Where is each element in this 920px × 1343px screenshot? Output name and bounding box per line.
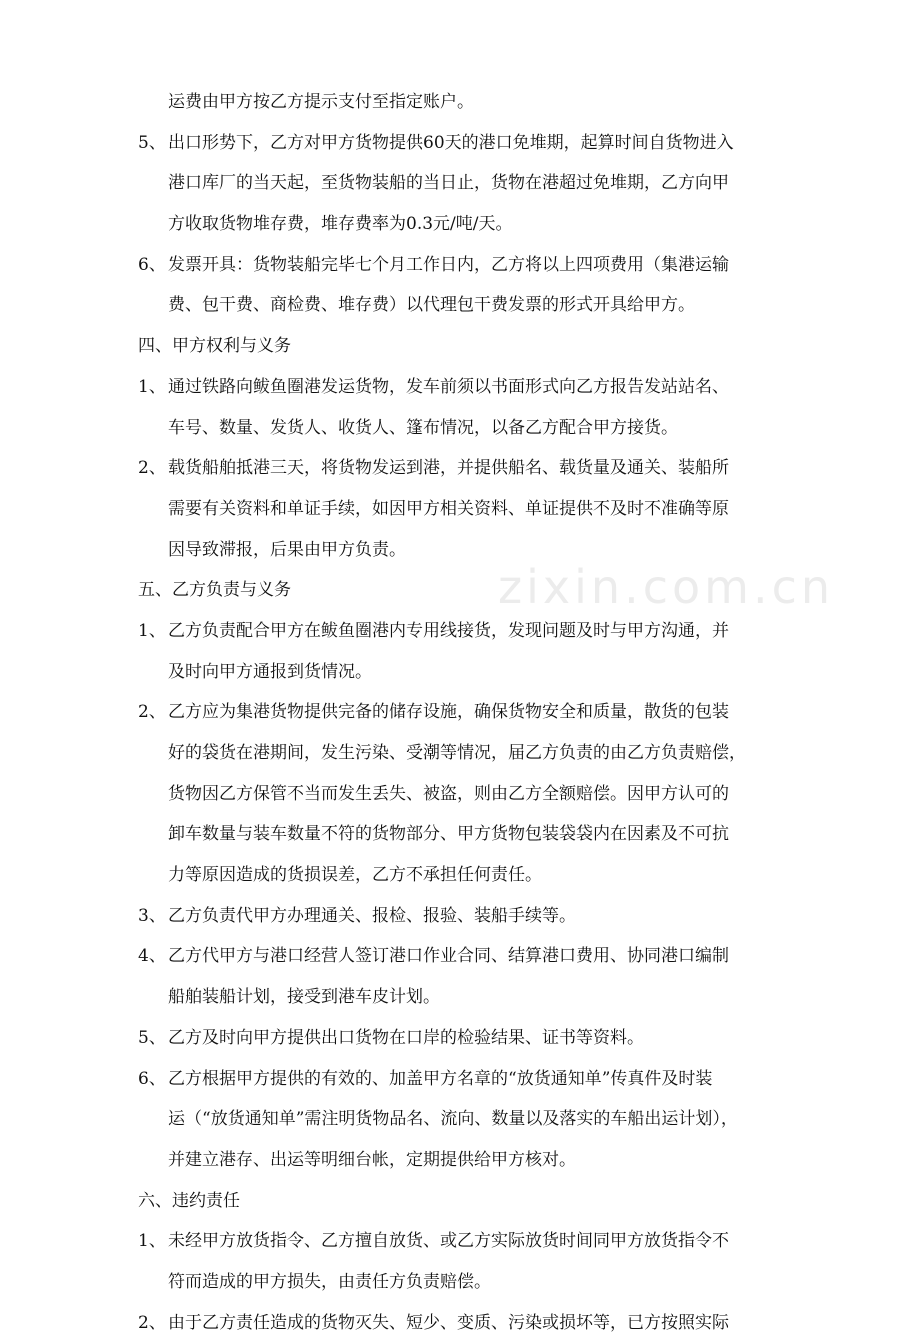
text-line	[0, 367, 920, 408]
text-line	[0, 1059, 920, 1100]
line-text: 运费由甲方按乙方提示支付至指定账户。	[168, 92, 474, 112]
item-number: 1、	[138, 376, 166, 397]
text-line	[0, 123, 920, 164]
text-line	[0, 611, 920, 652]
item-number: 1、	[138, 620, 166, 641]
item-number: 2、	[138, 702, 166, 723]
text-line	[0, 204, 920, 245]
line-text: 及时向甲方通报到货情况。	[168, 661, 372, 682]
line-text: 出口形势下，乙方对甲方货物提供60天的港口免堆期，起算时间自货物进入	[168, 132, 734, 153]
line-text: 需要有关资料和单证手续，如因甲方相关资料、单证提供不及时不准确等原	[168, 498, 729, 519]
line-text: 通过铁路向鲅鱼圈港发运货物，发车前须以书面形式向乙方报告发站站名、	[168, 376, 729, 397]
line-text: 好的袋货在港期间，发生污染、受潮等情况，届乙方负责的由乙方负责赔偿，	[168, 743, 746, 763]
text-line	[0, 163, 920, 204]
line-text: 费、包干费、商检费、堆存费）以代理包干费发票的形式开具给甲方。	[168, 295, 695, 316]
line-text: 力等原因造成的货损误差，乙方不承担任何责任。	[168, 865, 542, 886]
item-number: 6、	[138, 254, 166, 275]
line-text: 乙方代甲方与港口经营人签订港口作业合同、结算港口费用、协同港口编制	[168, 946, 729, 967]
line-text: 乙方根据甲方提供的有效的、加盖甲方名章的“放货通知单”传真件及时装	[168, 1068, 713, 1089]
list-item-s5-1	[0, 611, 920, 692]
text-line	[0, 448, 920, 489]
item-number: 4、	[138, 946, 166, 967]
text-line	[0, 1018, 920, 1059]
line-text: 运（“放货通知单”需注明货物品名、流向、数量以及落实的车船出运计划），	[168, 1109, 738, 1130]
line-text: 方收取货物堆存费，堆存费率为0.3元/吨/天。	[168, 214, 513, 235]
paragraph-s3-continuation	[0, 82, 920, 123]
section-heading-5	[0, 570, 920, 611]
text-line	[0, 1303, 920, 1343]
text-line	[0, 82, 920, 123]
line-text: 卸车数量与装车数量不符的货物部分、甲方货物包装袋袋内在因素及不可抗	[168, 824, 729, 845]
item-number: 6、	[138, 1068, 166, 1089]
line-text: 因导致滞报，后果由甲方负责。	[168, 539, 406, 560]
line-text: 乙方负责代甲方办理通关、报检、报验、装船手续等。	[168, 905, 576, 926]
list-item-s5-6	[0, 1059, 920, 1181]
text-line	[0, 896, 920, 937]
list-item-s4-1	[0, 367, 920, 448]
heading-text: 四、甲方权利与义务	[138, 336, 291, 357]
line-text: 由于乙方责任造成的货物灭失、短少、变质、污染或损坏等，已方按照实际	[168, 1312, 729, 1333]
text-line	[0, 285, 920, 326]
text-line	[0, 977, 920, 1018]
section-heading-4	[0, 326, 920, 367]
list-item-s5-2	[0, 692, 920, 895]
list-item-s5-4	[0, 936, 920, 1017]
line-text: 船舶装船计划，接受到港车皮计划。	[168, 987, 440, 1008]
text-line	[0, 1140, 920, 1181]
line-text: 乙方应为集港货物提供完备的储存设施，确保货物安全和质量，散货的包装	[168, 702, 729, 723]
text-line	[0, 530, 920, 571]
line-text: 未经甲方放货指令、乙方擅自放货、或乙方实际放货时间同甲方放货指令不	[168, 1231, 729, 1252]
text-line	[0, 408, 920, 449]
text-line	[0, 489, 920, 530]
text-line	[0, 245, 920, 286]
list-item-s6-2	[0, 1303, 920, 1343]
line-text: 港口库厂的当天起，至货物装船的当日止，货物在港超过免堆期，乙方向甲	[168, 173, 729, 194]
text-line	[0, 774, 920, 815]
line-text: 乙方负责配合甲方在鲅鱼圈港内专用线接货，发现问题及时与甲方沟通，并	[168, 620, 729, 641]
line-text: 乙方及时向甲方提供出口货物在口岸的检验结果、证书等资料。	[168, 1027, 644, 1048]
item-number: 1、	[138, 1231, 166, 1252]
line-text: 并建立港存、出运等明细台帐，定期提供给甲方核对。	[168, 1149, 576, 1170]
text-line	[0, 936, 920, 977]
text-line	[0, 814, 920, 855]
list-item-s3-5	[0, 123, 920, 245]
text-line	[0, 1221, 920, 1262]
line-text: 载货船舶抵港三天，将货物发运到港，并提供船名、载货量及通关、装船所	[168, 458, 729, 479]
line-text: 车号、数量、发货人、收货人、篷布情况，以备乙方配合甲方接货。	[168, 417, 678, 438]
line-text: 符而造成的甲方损失，由责任方负责赔偿。	[168, 1271, 491, 1292]
list-item-s4-2	[0, 448, 920, 570]
list-item-s5-5	[0, 1018, 920, 1059]
text-line	[0, 1099, 920, 1140]
list-item-s5-3	[0, 896, 920, 937]
item-number: 5、	[138, 132, 166, 153]
item-number: 3、	[138, 905, 166, 926]
list-item-s3-6	[0, 245, 920, 326]
line-text: 发票开具：货物装船完毕七个月工作日内，乙方将以上四项费用（集港运输	[168, 254, 729, 275]
text-line	[0, 1262, 920, 1303]
text-line	[0, 652, 920, 693]
heading-text: 六、违约责任	[138, 1190, 240, 1211]
watermark: zixin.com.cn	[498, 560, 835, 614]
item-number: 2、	[138, 1312, 166, 1333]
list-item-s6-1	[0, 1221, 920, 1302]
text-line	[0, 692, 920, 733]
text-line	[0, 855, 920, 896]
item-number: 2、	[138, 458, 166, 479]
section-heading-6	[0, 1181, 920, 1222]
heading-text: 五、乙方负责与义务	[138, 580, 291, 601]
line-text: 货物因乙方保管不当而发生丢失、被盗，则由乙方全额赔偿。因甲方认可的	[168, 783, 729, 804]
item-number: 5、	[138, 1027, 166, 1048]
text-line	[0, 733, 920, 774]
document-body	[0, 82, 920, 1343]
